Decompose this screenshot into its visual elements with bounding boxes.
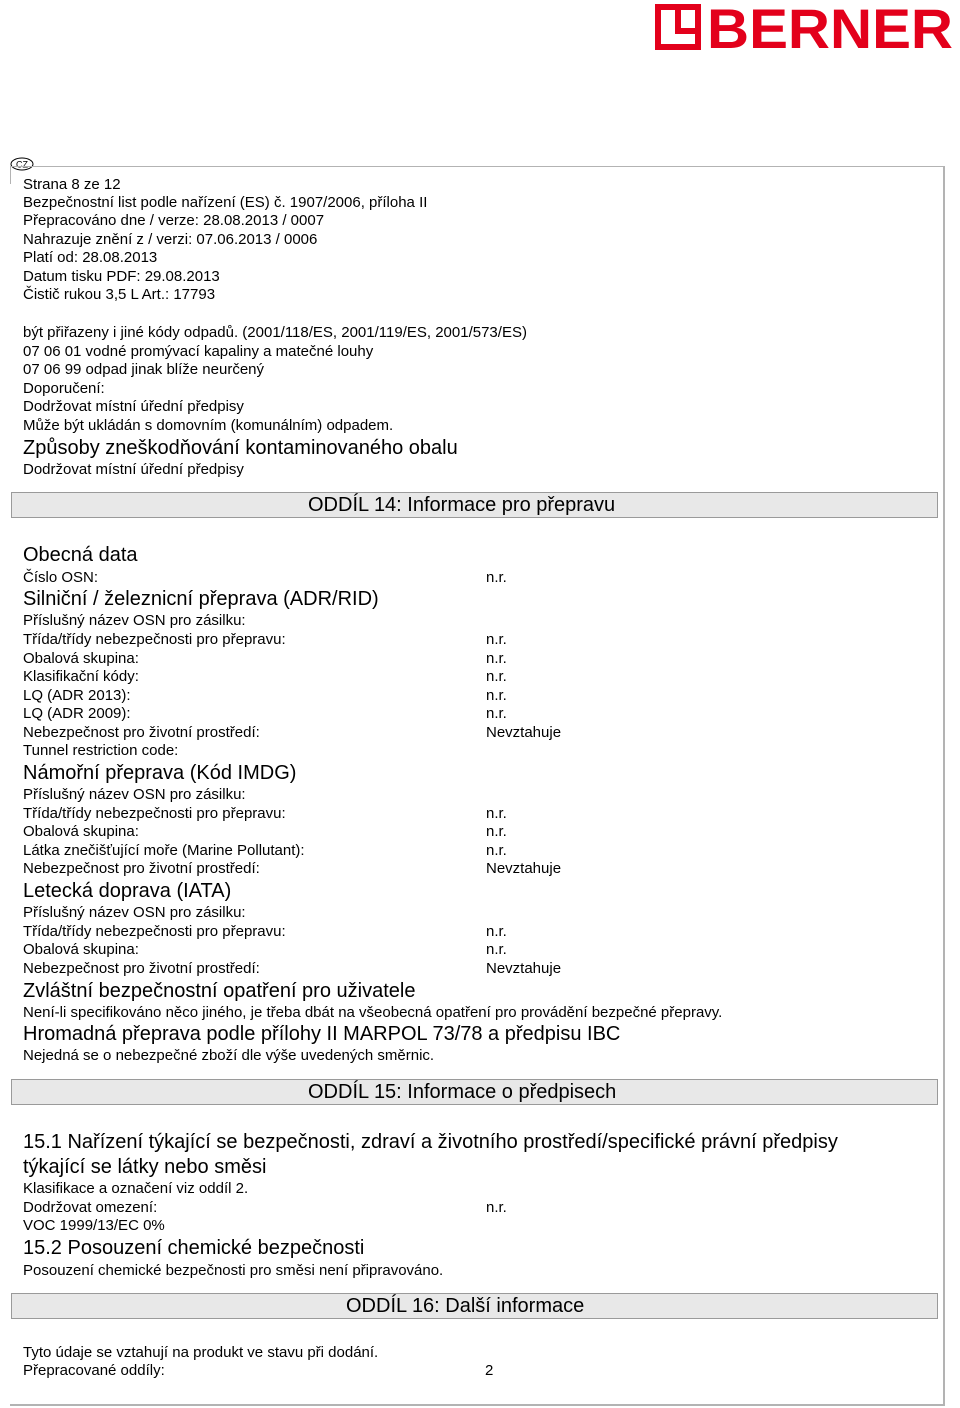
general-heading: Obecná data (23, 544, 138, 566)
imdg-env-label: Nebezpečnost pro životní prostředí: (23, 860, 260, 877)
disposal-line: Dodržovat místní úřední předpisy (23, 398, 244, 415)
iata-name-label: Příslušný název OSN pro zásilku: (23, 904, 246, 921)
section16-bar (11, 1293, 938, 1319)
s152-heading: 15.2 Posouzení chemické bezpečnosti (23, 1237, 365, 1259)
iata-env-value: Nevztahuje (486, 960, 562, 977)
adr-pg-label: Obalová skupina: (23, 650, 139, 667)
imdg-marine-pollutant-value: n.r. (486, 842, 507, 859)
iata-pg-label: Obalová skupina: (23, 941, 139, 958)
section15-title: ODDÍL 15: Informace o předpisech (308, 1081, 617, 1103)
header-page: Strana 8 ze 12 (23, 176, 121, 193)
imdg-pg-label: Obalová skupina: (23, 823, 139, 840)
imdg-class-value: n.r. (486, 805, 507, 822)
page-frame-left-edge (10, 166, 11, 184)
section14-title: ODDÍL 14: Informace pro přepravu (308, 494, 616, 516)
adr-name-label: Příslušný název OSN pro zásilku: (23, 612, 246, 629)
header-replaces: Nahrazuje znění z / verzi: 07.06.2013 / 0006 (23, 231, 318, 248)
disposal-line: Doporučení: (23, 380, 105, 397)
special-precautions-heading: Zvláštní bezpečnostní opatření pro uživatele (23, 980, 416, 1002)
voc-text: VOC 1999/13/EC 0% (23, 1217, 165, 1234)
adr-codes-value: n.r. (486, 668, 507, 685)
marpol-heading: Hromadná přeprava podle přílohy II MARPOL 73/78 a předpisu IBC (23, 1023, 621, 1045)
logo-wordmark: BERNER (707, 4, 953, 52)
adr-tunnel-label: Tunnel restriction code: (23, 742, 179, 759)
imdg-heading: Námořní přeprava (Kód IMDG) (23, 762, 297, 784)
adr-codes-label: Klasifikační kódy: (23, 668, 139, 685)
disposal-line: 07 06 99 odpad jinak blíže neurčený (23, 361, 265, 378)
disposal-line: být přiřazeny i jiné kódy odpadů. (2001/118/ES, 2001/119/ES, 2001/573/ES) (23, 324, 527, 341)
packaging-text: Dodržovat místní úřední předpisy (23, 461, 244, 478)
imdg-pg-value: n.r. (486, 823, 507, 840)
imdg-marine-pollutant-label: Látka znečišťující moře (Marine Pollutant): (23, 842, 305, 859)
iata-class-label: Třída/třídy nebezpečnosti pro přepravu: (23, 923, 286, 940)
header-print-date: Datum tisku PDF: 29.08.2013 (23, 268, 220, 285)
adr-env-value: Nevztahuje (486, 724, 562, 741)
header-regulation: Bezpečnostní list podle nařízení (ES) č. 1907/2006, příloha II (23, 194, 428, 211)
revised-sections-label: Přepracované oddíly: (23, 1362, 165, 1379)
revised-sections-value: 2 (485, 1362, 494, 1379)
adr-lq2013-value: n.r. (486, 687, 507, 704)
header-revised: Přepracováno dne / verze: 28.08.2013 / 0007 (23, 212, 325, 229)
s151-heading-line1: 15.1 Nařízení týkající se bezpečnosti, zdraví a životního prostředí/specifické právní předpisy (23, 1131, 838, 1153)
iata-pg-value: n.r. (486, 941, 507, 958)
adr-pg-value: n.r. (486, 650, 507, 667)
adr-lq2009-label: LQ (ADR 2009): (23, 705, 131, 722)
adr-lq2013-label: LQ (ADR 2013): (23, 687, 131, 704)
adr-heading: Silniční / železnicní přeprava (ADR/RID) (23, 588, 379, 610)
header-product: Čistič rukou 3,5 L Art.: 17793 (23, 286, 216, 303)
marpol-text: Nejedná se o nebezpečné zboží dle výše uvedených směrnic. (23, 1047, 435, 1064)
imdg-class-label: Třída/třídy nebezpečnosti pro přepravu: (23, 805, 286, 822)
header-valid-from: Platí od: 28.08.2013 (23, 249, 158, 266)
adr-class-label: Třída/třídy nebezpečnosti pro přepravu: (23, 631, 286, 648)
section15-bar (11, 1079, 938, 1105)
adr-env-label: Nebezpečnost pro životní prostředí: (23, 724, 260, 741)
iata-env-label: Nebezpečnost pro životní prostředí: (23, 960, 260, 977)
section16-title: ODDÍL 16: Další informace (346, 1295, 585, 1317)
s151-heading-line2: týkající se látky nebo směsi (23, 1156, 267, 1178)
restrictions-value: n.r. (486, 1199, 507, 1216)
disposal-line: Může být ukládán s domovním (komunálním) odpadem. (23, 417, 394, 434)
adr-lq2009-value: n.r. (486, 705, 507, 722)
s152-text: Posouzení chemické bezpečnosti pro směsi není připravováno. (23, 1262, 444, 1279)
imdg-env-value: Nevztahuje (486, 860, 562, 877)
imdg-name-label: Příslušný název OSN pro zásilku: (23, 786, 246, 803)
iata-class-value: n.r. (486, 923, 507, 940)
packaging-heading: Způsoby zneškodňování kontaminovaného obalu (23, 437, 458, 459)
product-state-text: Tyto údaje se vztahují na produkt ve stavu při dodání. (23, 1344, 379, 1361)
adr-class-value: n.r. (486, 631, 507, 648)
iata-heading: Letecká doprava (IATA) (23, 880, 232, 902)
section14-bar (11, 492, 938, 518)
berner-logo (655, 4, 955, 52)
classification-text: Klasifikace a označení viz oddíl 2. (23, 1180, 249, 1197)
berner-logo-mark (655, 4, 955, 52)
disposal-line: 07 06 01 vodné promývací kapaliny a matečné louhy (23, 343, 374, 360)
un-number-value: n.r. (486, 569, 507, 586)
special-precautions-text: Není-li specifikováno něco jiného, je třeba dbát na všeobecná opatření pro provádění bezpečné přepravy. (23, 1004, 723, 1021)
country-code: CZ (16, 159, 28, 170)
restrictions-label: Dodržovat omezení: (23, 1199, 158, 1216)
un-number-label: Číslo OSN: (23, 569, 99, 586)
